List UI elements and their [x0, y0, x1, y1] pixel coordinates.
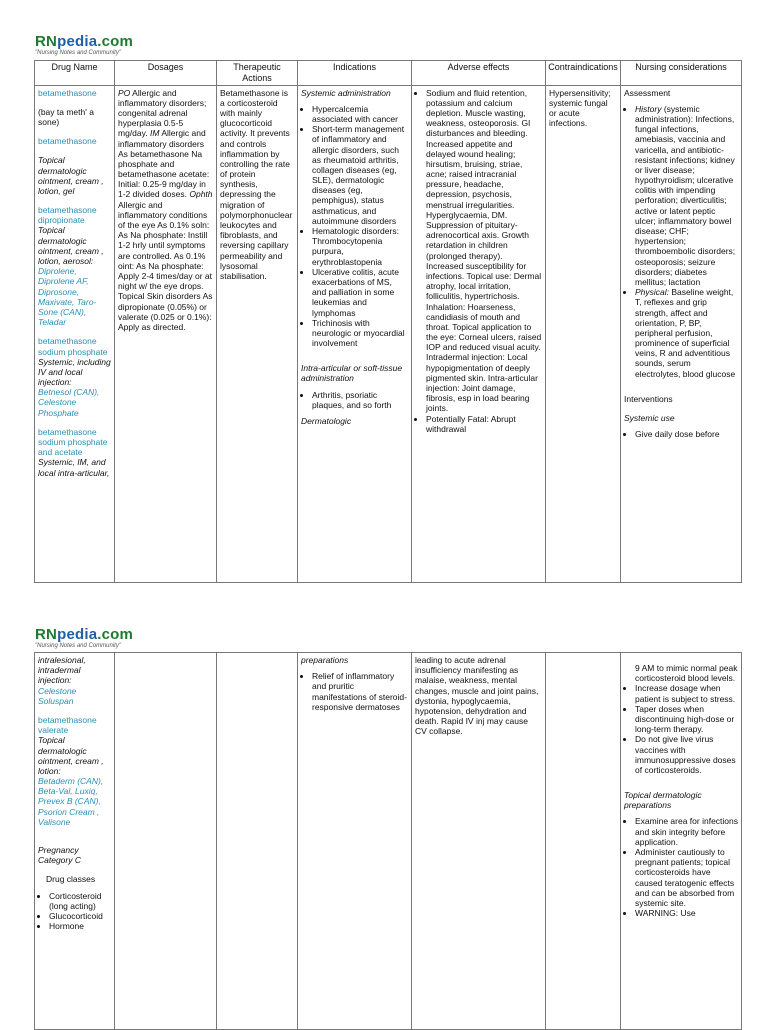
header-drug-name: Drug Name [35, 61, 115, 86]
indication-list [301, 104, 408, 349]
header-row [35, 61, 742, 86]
therapeutic-actions-cell [217, 653, 298, 1030]
dosage-form: Topical dermatologic ointment, cream , lotion: [38, 735, 104, 776]
header-adverse-effects: Adverse effects [412, 61, 546, 86]
dosages-cell [115, 653, 217, 1030]
list-item: • Short-term management of inflammatory and allergic disorders, such as rheumatoid arthritis, collagen diseases (eg, SLE), dermatologic diseases (eg, pemphigus), status asthmaticus, and autoimmune disorders [312, 124, 408, 226]
dosage-form: Systemic, including IV and local injection: [38, 356, 111, 388]
list-item: • Administer cautiously to pregnant patients; topical corticosteroids have caused teratogenic effects and can be absorbed from systemic site. [635, 847, 738, 908]
list-item: • Ulcerative colitis, acute exacerbations of MS, and palliation in some leukemias and lymphomas [312, 267, 408, 318]
adverse-effects-cell: leading to acute adrenal insufficiency manifesting as malaise, weakness, mental changes, muscle and joint pains, dystonia, hypoglycaemia, hypotension, dehydration and death. Rapid IV inj may cause CV collapse. [412, 653, 546, 1030]
list-item: • Arthritis, psoriatic plaques, and so forth [312, 390, 408, 410]
brand-names[interactable]: Betaderm (CAN), Beta-Val, Luxiq, Prevex B (CAN), Psorion Cream , Valisone [38, 776, 104, 827]
pronunciation: (bay ta meth' a sone) [38, 106, 94, 127]
indications-cell [298, 85, 412, 582]
indication-heading: Dermatologic [301, 416, 352, 427]
list-item: • Relief of inflammatory and pruritic manifestations of steroid-responsive dermatoses [312, 671, 408, 712]
list-item: • Hypercalcemia associated with cancer [312, 104, 408, 124]
list-item: • Corticosteroid (long acting) [49, 891, 111, 911]
drug-name-cell [35, 85, 115, 582]
list-item: • WARNING: Use [635, 908, 738, 918]
dosage-form: Topical dermatologic ointment, cream , lotion, gel [38, 155, 104, 196]
drug-class-list [38, 891, 111, 932]
header-dosages: Dosages [115, 61, 217, 86]
topical-list [624, 816, 738, 918]
indication-list [301, 390, 408, 410]
list-item: • Trichinosis with neurologic or myocardial involvement [312, 318, 408, 349]
drug-name-cell [35, 653, 115, 1030]
section-heading: Assessment [624, 87, 671, 98]
header-indications: Indications [298, 61, 412, 86]
intervention-list [624, 429, 738, 439]
list-item: • Potentially Fatal: Abrupt withdrawal [426, 414, 542, 434]
list-item: • Examine area for infections and skin integrity before application. [635, 816, 738, 847]
table-row [35, 653, 742, 1030]
dosage-form: intralesional, intradermal injection: [38, 655, 86, 686]
table-row [35, 85, 742, 582]
intervention-list [624, 683, 738, 775]
drug-table-page-2 [34, 652, 742, 1030]
continued-text: 9 AM to mimic normal peak corticosteroid blood levels. [635, 663, 738, 684]
drug-name[interactable]: betamethasone dipropionate [38, 205, 97, 226]
nursing-considerations-cell [621, 85, 742, 582]
list-item: • Increase dosage when patient is subject to stress. [635, 683, 738, 703]
list-item: • Glucocorticoid [49, 911, 111, 921]
drug-name[interactable]: betamethasone sodium phosphate [38, 336, 108, 357]
tagline: "Nursing Notes and Community" [35, 643, 121, 649]
list-item: • Sodium and fluid retention, potassium and calcium depletion. Muscle wasting, weakness, osteoporosis. GI disturbances and bleeding. Increased appetite and delayed wound healing; hirsutism, bruising, striae, acne; raised intracranial pressure, headache, depression, psychosis, menstrual irregularities. Hyperglycaemia, DM. Suppression of pituitary-adrenocortical axis. Growth retardation in children (prolonged therapy). Increased susceptibility for infections. Topical use: Dermal atrophy, local irritation, folliculitis, hypertrichosis. Inhalation: Hoarseness, candidiasis of mouth and throat. Topical application to the eye: Corneal ulcers, raised IOP and reduced visual acuity. Intradermal injection: Local hypopigmentation of deeply pigmented skin. Intra-articular injection: Joint damage, fibrosis, esp in load bearing joints. [426, 88, 542, 414]
section-subheading: Systemic use [624, 413, 675, 424]
list-item: • Give daily dose before [635, 429, 738, 439]
list-item: • Do not give live virus vaccines with immunosuppressive doses of corticosteroids. [635, 734, 738, 775]
nursing-considerations-cell [621, 653, 742, 1030]
adverse-effects-cell [412, 85, 546, 582]
brand-names[interactable]: Diprolene, Diprolene AF, Diprosone, Maxivate, Taro-Sone (CAN), Teladar [38, 266, 97, 328]
contraindications-cell [546, 653, 621, 1030]
indication-heading: Systemic administration [301, 87, 391, 98]
therapeutic-actions-cell: Betamethasone is a corticosteroid with mainly glucocorticoid activity. It prevents and controls inflammation by controlling the rate of protein synthesis, depressing the migration of polymorphonuclear leukocytes and fibroblasts, and reversing capillary permeability and lysosomal stabilisation. [217, 85, 298, 582]
indication-list [301, 671, 408, 712]
list-item: • Hematologic disorders: Thrombocytopenia purpura, erythroblastopenia [312, 226, 408, 267]
drug-name[interactable]: betamethasone sodium phosphate and acetate [38, 426, 108, 458]
rnpedia-logo[interactable]: RNpedia.com [35, 33, 134, 50]
assessment-list [624, 104, 738, 379]
list-item: • Hormone [49, 921, 111, 931]
drug-name[interactable]: betamethasone [38, 136, 97, 147]
list-item: • Physical: Baseline weight, T, reflexes and grip strength, affect and orientation, P, BP, peripheral perfusion, prominence of superficial veins, R and adventitious sounds, serum electrolytes, blood glucose [635, 287, 738, 379]
indication-heading: preparations [301, 655, 349, 665]
list-item: • History (systemic administration): Infections, fungal infections, amebiasis, vaccinia and varicella, and antibiotic-resistant infections; kidney or liver disease; hypothyroidism; ulcerative colitis with impending perforation; diverticulitis; active or latent peptic ulcer; inflammatory bowel disease; CHF; hypertension; thromboembolic disorders; osteoporosis; seizure disorders; diabetes mellitus; lactation [635, 104, 738, 287]
indication-heading: Intra-articular or soft-tissue administration [301, 363, 403, 384]
header-therapeutic-actions: Therapeutic Actions [217, 61, 298, 86]
brand-names[interactable]: Celestone Soluspan [38, 685, 77, 706]
adverse-list [415, 88, 542, 434]
drug-table-page-1 [34, 60, 742, 583]
tagline: "Nursing Notes and Community" [35, 50, 121, 56]
section-heading: Interventions [624, 393, 673, 404]
page-2 [0, 580, 768, 1024]
list-item: • Taper doses when discontinuing high-dose or long-term therapy. [635, 704, 738, 735]
section-subheading: Topical dermatologic preparations [624, 790, 702, 811]
header-nursing-considerations: Nursing considerations [621, 61, 742, 86]
drug-name[interactable]: betamethasone valerate [38, 714, 97, 736]
rnpedia-logo[interactable]: RNpedia.com [35, 626, 134, 643]
dosage-form: Topical dermatologic ointment, cream , lotion, aerosol: [38, 225, 104, 267]
drug-name[interactable]: betamethasone [38, 87, 97, 98]
pregnancy-category: Pregnancy Category C [38, 845, 81, 866]
dosage-form: Systemic, IM, and local intra-articular, [38, 457, 110, 478]
contraindications-cell: Hypersensitivity; systemic fungal or acute infections. [546, 85, 621, 582]
header-contraindications: Contraindications [546, 61, 621, 86]
drug-classes-heading: Drug classes [46, 874, 96, 885]
brand-names[interactable]: Betnesol (CAN), Celestone Phosphate [38, 387, 100, 418]
indications-cell [298, 653, 412, 1030]
dosages-cell: PO Allergic and inflammatory disorders; congenital adrenal hyperplasia 0.5-5 mg/day. IM Allergic and inflammatory disorders As betamethasone Na phosphate and betamethasone acetate: Initial: 0.25-9 mg/day in 1-2 divided doses. Ophth Allergic and inflammatory conditions of the eye As 0.1% soln: As Na phosphate: Instill 1-2 hrly until symptoms are controlled. As 0.1% oint: As Na phosphate: Apply 2-4 times/day or at night w/ the eye drops. Topical Skin disorders As dipropionate (0.05%) or valerate (0.025 or 0.1%): Apply as directed. [115, 85, 217, 582]
